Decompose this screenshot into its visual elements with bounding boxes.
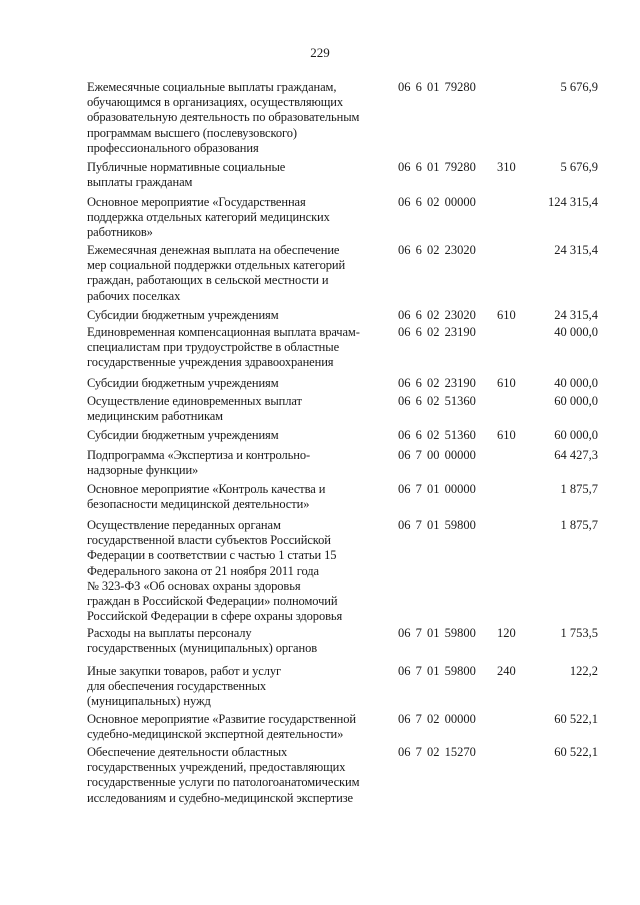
amount: 5 676,9: [560, 160, 598, 174]
expense-type-code: 610: [497, 428, 516, 442]
description-line: № 323-ФЗ «Об основах охраны здоровья: [87, 578, 301, 593]
description-line: судебно-медицинской экспертной деятельности»: [87, 727, 344, 742]
target-article-code: 06 6 02 00000: [398, 195, 476, 209]
target-article-code: 06 7 01 59800: [398, 664, 476, 678]
description-line: работников»: [87, 225, 153, 240]
row-description: [87, 376, 387, 391]
description-line: Обеспечение деятельности областных: [87, 745, 288, 759]
row-description: [87, 325, 387, 371]
description-line: исследованиям и судебно-медицинской экспертизе: [87, 790, 353, 805]
description-line: специалистам при трудоустройстве в областные: [87, 340, 340, 355]
target-article-code: 06 7 01 59800: [398, 518, 476, 532]
description-line: Субсидии бюджетным учреждениям: [87, 308, 279, 322]
target-article-code: 06 7 01 00000: [398, 482, 476, 496]
amount: 40 000,0: [554, 325, 598, 339]
target-article-code: 06 6 01 79280: [398, 80, 476, 94]
amount: 60 522,1: [554, 745, 598, 759]
description-line: Осуществление единовременных выплат: [87, 394, 302, 408]
amount: 24 315,4: [554, 308, 598, 322]
row-description: [87, 626, 387, 656]
row-description: [87, 160, 387, 190]
expense-type-code: 310: [497, 160, 516, 174]
description-line: государственные учреждения здравоохранения: [87, 355, 334, 370]
target-article-code: 06 6 02 23020: [398, 308, 476, 322]
amount: 1 875,7: [560, 482, 598, 496]
description-line: граждан в Российской Федерации» полномочий: [87, 594, 338, 609]
description-line: поддержка отдельных категорий медицинских: [87, 210, 330, 225]
amount: 60 000,0: [554, 394, 598, 408]
amount: 60 000,0: [554, 428, 598, 442]
description-line: для обеспечения государственных: [87, 679, 267, 694]
description-line: (муниципальных) нужд: [87, 694, 211, 709]
description-line: рабочих поселках: [87, 288, 181, 303]
row-description: [87, 482, 387, 512]
target-article-code: 06 6 02 23020: [398, 243, 476, 257]
description-line: выплаты гражданам: [87, 175, 193, 190]
row-description: [87, 394, 387, 424]
target-article-code: 06 6 02 23190: [398, 325, 476, 339]
description-line: Федерации в соответствии с частью 1 статьи 15: [87, 548, 337, 563]
description-line: Ежемесячные социальные выплаты гражданам,: [87, 80, 337, 94]
description-line: Субсидии бюджетным учреждениям: [87, 428, 279, 442]
target-article-code: 06 6 02 51360: [398, 428, 476, 442]
target-article-code: 06 6 02 23190: [398, 376, 476, 390]
description-line: Единовременная компенсационная выплата врачам-: [87, 325, 360, 339]
expense-type-code: 610: [497, 308, 516, 322]
amount: 60 522,1: [554, 712, 598, 726]
row-description: [87, 428, 387, 443]
description-line: Иные закупки товаров, работ и услуг: [87, 664, 282, 678]
description-line: Основное мероприятие «Развитие государственной: [87, 712, 356, 726]
description-line: государственных учреждений, предоставляющих: [87, 760, 346, 775]
description-line: медицинским работникам: [87, 409, 223, 424]
description-line: Ежемесячная денежная выплата на обеспечение: [87, 243, 340, 257]
description-line: Подпрограмма «Экспертиза и контрольно-: [87, 448, 311, 462]
description-line: государственных (муниципальных) органов: [87, 641, 318, 656]
expense-type-code: 240: [497, 664, 516, 678]
description-line: профессионального образования: [87, 140, 259, 155]
description-line: образовательную деятельность по образовательным: [87, 110, 360, 125]
row-description: [87, 518, 387, 624]
amount: 24 315,4: [554, 243, 598, 257]
expense-type-code: 610: [497, 376, 516, 390]
target-article-code: 06 7 02 00000: [398, 712, 476, 726]
description-line: Основное мероприятие «Контроль качества и: [87, 482, 326, 496]
amount: 124 315,4: [548, 195, 598, 209]
description-line: Субсидии бюджетным учреждениям: [87, 376, 279, 390]
target-article-code: 06 7 01 59800: [398, 626, 476, 640]
target-article-code: 06 6 02 51360: [398, 394, 476, 408]
description-line: Федерального закона от 21 ноября 2011 года: [87, 563, 319, 578]
amount: 122,2: [569, 664, 598, 678]
row-description: [87, 712, 387, 742]
row-description: [87, 448, 387, 478]
target-article-code: 06 7 02 15270: [398, 745, 476, 759]
description-line: Осуществление переданных органам: [87, 518, 281, 532]
description-line: государственные услуги по патологоанатомическим: [87, 775, 360, 790]
description-line: обучающимся в организациях, осуществляющих: [87, 95, 344, 110]
amount: 5 676,9: [560, 80, 598, 94]
description-line: безопасности медицинской деятельности»: [87, 497, 310, 512]
description-line: надзорные функции»: [87, 463, 199, 478]
expense-type-code: 120: [497, 626, 516, 640]
page-number: 229: [310, 45, 330, 60]
description-line: граждан, работающих в сельской местности и: [87, 273, 329, 288]
row-description: [87, 80, 387, 156]
description-line: Российской Федерации в сфере охраны здоровья: [87, 609, 343, 624]
amount: 1 753,5: [560, 626, 598, 640]
target-article-code: 06 7 00 00000: [398, 448, 476, 462]
description-line: Публичные нормативные социальные: [87, 160, 286, 174]
description-line: программам высшего (послевузовского): [87, 125, 297, 140]
amount: 64 427,3: [554, 448, 598, 462]
amount: 40 000,0: [554, 376, 598, 390]
description-line: Расходы на выплаты персоналу: [87, 626, 252, 640]
row-description: [87, 745, 387, 806]
row-description: [87, 243, 387, 304]
description-line: Основное мероприятие «Государственная: [87, 195, 306, 209]
target-article-code: 06 6 01 79280: [398, 160, 476, 174]
row-description: [87, 308, 387, 323]
amount: 1 875,7: [560, 518, 598, 532]
row-description: [87, 664, 387, 710]
description-line: государственной власти субъектов Российской: [87, 533, 331, 548]
row-description: [87, 195, 387, 241]
description-line: мер социальной поддержки отдельных категорий: [87, 258, 346, 273]
